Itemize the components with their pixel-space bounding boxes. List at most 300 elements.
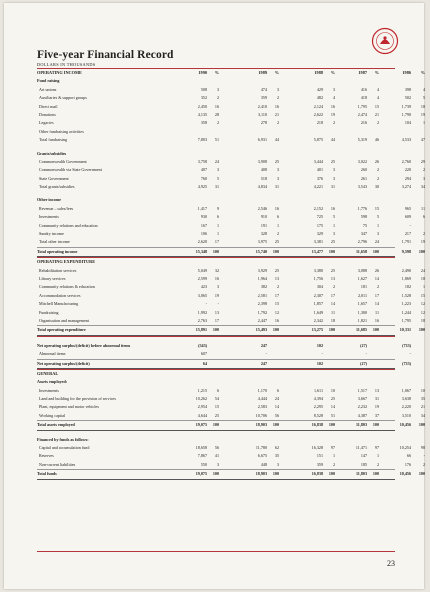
row-value: 15 [374, 205, 379, 211]
row-value: 6 [276, 387, 279, 393]
row-label: Total other income [39, 239, 70, 245]
row-value: 19,075 [195, 471, 207, 477]
table-row [37, 387, 425, 395]
row-label: Fund raising [37, 78, 60, 84]
row-value: 5 [332, 214, 335, 220]
row-value: (733) [402, 342, 411, 348]
row-value: 474 [260, 86, 267, 92]
row-value: 100 [212, 471, 219, 477]
row-label: Mitchell Manufacturing [39, 301, 79, 307]
row-value: 10,254 [399, 445, 411, 451]
row-value: 17 [374, 292, 379, 298]
column-header: % [330, 70, 335, 75]
row-value: 247 [260, 360, 267, 366]
row-label: Total fundraising [39, 137, 68, 143]
row-value: 2 [276, 231, 279, 237]
row-value: 508 [200, 86, 207, 92]
row-value: 100 [418, 471, 425, 477]
row-value: 2 [376, 284, 379, 290]
row-value: 175 [316, 222, 323, 228]
row-value: 56 [214, 445, 219, 451]
row-value: 1 [332, 222, 335, 228]
row-label: Other income [37, 197, 61, 203]
row-value: 2 [376, 175, 379, 181]
row-value: 16 [214, 103, 219, 109]
row-value: 97 [330, 445, 335, 451]
row-value: 100 [328, 471, 335, 477]
row-value: 2 [216, 95, 219, 101]
column-header: 1989 [258, 70, 267, 75]
row-value: 16 [330, 103, 335, 109]
row-value: 2,474 [357, 111, 367, 117]
table-row [37, 158, 425, 166]
row-value: 3,444 [313, 158, 323, 164]
row-value: 1 [376, 453, 379, 459]
section-header-row [37, 69, 425, 77]
row-value: 2,011 [357, 292, 367, 298]
section-heading: OPERATING EXPENDITURE [37, 259, 96, 265]
row-value: 3 [332, 231, 335, 237]
row-value: 56 [274, 412, 279, 418]
table-row [37, 128, 395, 136]
row-value: 1,857 [313, 301, 323, 307]
row-value: 10 [420, 387, 425, 393]
row-value: 4,533 [401, 137, 411, 143]
row-value: 3 [216, 167, 219, 173]
row-value: 25 [274, 158, 279, 164]
column-header: % [214, 70, 219, 75]
row-value: 1,776 [357, 205, 367, 211]
row-value: 176 [404, 461, 411, 467]
row-value: 12 [420, 301, 425, 307]
row-value: 607 [200, 351, 207, 357]
row-value: 1,223 [401, 301, 411, 307]
row-value: 18,903 [255, 471, 267, 477]
row-label: Community relations & education [39, 284, 95, 290]
row-value: 25 [274, 239, 279, 245]
row-value: 2,342 [313, 317, 323, 323]
row-value: 15 [214, 404, 219, 410]
row-value: 44 [330, 137, 335, 143]
row-value: 1 [376, 222, 379, 228]
row-label: Total funds [37, 471, 57, 477]
row-value: 4,135 [197, 111, 207, 117]
row-value: 17 [330, 292, 335, 298]
row-value: 2,220 [401, 404, 411, 410]
table-row [37, 222, 411, 230]
row-value: 18 [330, 317, 335, 323]
row-label: Net operating surplus/(deficit) [37, 360, 90, 366]
row-value: 31 [274, 184, 279, 190]
row-value: 3 [216, 86, 219, 92]
table-row [37, 196, 395, 204]
row-value: 25 [330, 267, 335, 273]
row-value: 401 [316, 167, 323, 173]
footer-rule [37, 551, 395, 552]
section-heading: GENERAL [37, 370, 59, 376]
table-row [37, 420, 425, 430]
row-value: 347 [360, 231, 367, 237]
row-value: 304 [316, 284, 323, 290]
report-page [4, 3, 424, 589]
row-value: 10,331 [399, 327, 411, 333]
row-value: - [409, 351, 411, 357]
row-value: 12 [420, 309, 425, 315]
table-row [37, 378, 395, 386]
row-value: 16,838 [311, 422, 323, 428]
row-value: 47 [420, 137, 425, 143]
row-value: 14 [274, 404, 279, 410]
row-value: 1,649 [313, 309, 323, 315]
row-value: 16,838 [311, 471, 323, 477]
row-value: 15 [420, 292, 425, 298]
row-value: - [423, 453, 425, 459]
row-value: 46 [374, 137, 379, 143]
row-value: 965 [404, 205, 411, 211]
row-value: 62 [274, 445, 279, 451]
row-value: 35 [274, 453, 279, 459]
row-value: 167 [200, 222, 207, 228]
row-value: 1,417 [197, 205, 207, 211]
row-value: 32 [214, 267, 219, 273]
row-value: 2 [422, 461, 425, 467]
row-value: 3,929 [257, 267, 267, 273]
row-value: 147 [360, 453, 367, 459]
row-value: 10 [330, 387, 335, 393]
row-value: 16,328 [311, 445, 323, 451]
row-value: 1 [332, 453, 335, 459]
row-value: 329 [316, 231, 323, 237]
row-value: 18 [420, 103, 425, 109]
row-value: 26 [374, 158, 379, 164]
table-row [37, 86, 425, 94]
row-value: 64 [202, 360, 207, 366]
row-label: Art unions [39, 86, 57, 92]
row-value: 18 [420, 317, 425, 323]
row-value: 4,644 [197, 412, 207, 418]
row-value: 2,760 [401, 158, 411, 164]
row-label: Commonwealth Government [39, 158, 87, 164]
row-value: 5,875 [313, 137, 323, 143]
row-value: 216 [360, 120, 367, 126]
row-value: - [217, 301, 219, 307]
row-value: 100 [328, 327, 335, 333]
row-value: 16 [374, 317, 379, 323]
row-label: Land and building for the provision of services [39, 396, 116, 402]
row-value: 2 [376, 120, 379, 126]
row-value: 28 [214, 111, 219, 117]
row-value: 100 [418, 422, 425, 428]
row-value: 3 [422, 175, 425, 181]
row-value: 220 [404, 167, 411, 173]
column-header: % [420, 70, 425, 75]
row-value: 1 [216, 231, 219, 237]
row-value: 1,992 [197, 309, 207, 315]
row-value: 3,022 [357, 158, 367, 164]
row-value: 359 [316, 461, 323, 467]
row-value: 14 [374, 275, 379, 281]
row-value: 1,791 [401, 239, 411, 245]
table-row [37, 267, 425, 275]
column-header: 1986 [402, 70, 411, 75]
row-value: 51 [214, 137, 219, 143]
row-value: 2,583 [257, 404, 267, 410]
row-value: 910 [260, 214, 267, 220]
row-value: 11 [331, 309, 335, 315]
row-value: 3 [332, 86, 335, 92]
row-value: 1,528 [401, 292, 411, 298]
row-value: 10,706 [255, 412, 267, 418]
row-value: 423 [200, 284, 207, 290]
row-value: 3,543 [357, 184, 367, 190]
row-label: Investments [39, 214, 59, 220]
row-value: 10,262 [195, 396, 207, 402]
row-value: 191 [260, 222, 267, 228]
row-label: Library services [39, 275, 66, 281]
row-value: 100 [212, 327, 219, 333]
row-value: 407 [200, 167, 207, 173]
table-row [37, 94, 425, 102]
row-value: 14 [330, 404, 335, 410]
table-row [37, 325, 425, 335]
row-value: 2,410 [257, 103, 267, 109]
table-row [37, 213, 425, 221]
row-label: Capital and accumulation fund [39, 445, 90, 451]
row-label: Net operating surplus/(deficit) before abnormal items [37, 342, 131, 348]
row-value: 3,758 [197, 158, 207, 164]
row-value: - [409, 222, 411, 228]
column-header: 1987 [358, 70, 367, 75]
row-value: 100 [372, 471, 379, 477]
row-value: 15,740 [255, 248, 267, 254]
row-label: Organisation and management [39, 317, 89, 323]
column-header: % [274, 70, 279, 75]
row-value: 7,803 [197, 137, 207, 143]
row-label: Donations [39, 111, 56, 117]
table-row [37, 150, 395, 158]
row-value: 29 [420, 158, 425, 164]
row-value: 17 [214, 239, 219, 245]
row-value: 3 [376, 231, 379, 237]
row-value: 1,067 [401, 387, 411, 393]
row-value: 34 [420, 412, 425, 418]
row-value: 1,657 [357, 301, 367, 307]
row-value: 21 [274, 111, 279, 117]
row-value: 3,667 [357, 396, 367, 402]
table-row [37, 403, 425, 411]
table-row [37, 119, 425, 127]
row-value: 294 [404, 175, 411, 181]
row-label: Commonwealth via State Government [39, 167, 102, 173]
table-row [37, 461, 425, 469]
row-value: 2,796 [357, 239, 367, 245]
row-value: 2,581 [257, 292, 267, 298]
row-label: Total operating expenditure [37, 327, 86, 333]
table-row [37, 275, 425, 283]
row-value: 3 [276, 86, 279, 92]
row-value: 3,975 [257, 239, 267, 245]
row-value: 448 [260, 461, 267, 467]
row-value: 3,908 [257, 158, 267, 164]
row-value: 100 [372, 327, 379, 333]
row-value: 13,275 [311, 327, 323, 333]
row-value: 5 [216, 175, 219, 181]
table-row [37, 412, 425, 420]
row-value: 598 [360, 214, 367, 220]
row-value: - [365, 351, 367, 357]
row-value: 6 [216, 214, 219, 220]
section-heading: OPERATING INCOME [37, 70, 82, 75]
table-row [37, 300, 425, 308]
column-header: 1990 [198, 70, 207, 75]
row-value: 100 [418, 327, 425, 333]
row-value: 4 [376, 95, 379, 101]
table-row [37, 469, 425, 479]
row-value: 15,891 [195, 327, 207, 333]
row-value: 13 [374, 387, 379, 393]
row-label: Fundraising [39, 309, 59, 315]
row-value: 13 [274, 275, 279, 281]
row-value: 2,620 [197, 239, 207, 245]
row-value: 16 [274, 205, 279, 211]
row-value: 31 [330, 184, 335, 190]
page-number: 23 [387, 559, 395, 568]
row-value: 1,795 [357, 103, 367, 109]
row-value: 21 [374, 111, 379, 117]
row-value: 11,658 [355, 248, 367, 254]
row-value: 16 [330, 205, 335, 211]
table-row [37, 350, 411, 358]
row-value: 217 [404, 231, 411, 237]
row-value: 14 [330, 301, 335, 307]
row-value: 6,931 [257, 137, 267, 143]
row-value: 2 [422, 231, 425, 237]
row-value: 7,867 [197, 453, 207, 459]
row-value: 37 [374, 412, 379, 418]
row-value: 1,300 [357, 309, 367, 315]
row-label: Reserves [39, 453, 54, 459]
row-label: Other fundraising activities [39, 128, 84, 134]
row-value: 3,638 [401, 396, 411, 402]
row-value: 2,546 [257, 205, 267, 211]
row-value: 10,456 [399, 422, 411, 428]
row-label: Financed by funds as follows: [37, 436, 89, 442]
row-value: 2,124 [313, 103, 323, 109]
row-value: 6 [422, 214, 425, 220]
row-value: 382 [260, 284, 267, 290]
row-value: 3 [276, 461, 279, 467]
row-value: - [205, 301, 207, 307]
row-value: 100 [272, 422, 279, 428]
row-value: 2,622 [313, 111, 323, 117]
row-value: 75 [362, 222, 367, 228]
row-value: 4 [376, 86, 379, 92]
row-value: 518 [260, 175, 267, 181]
row-value: 11,803 [355, 422, 367, 428]
row-value: 15 [374, 103, 379, 109]
row-value: 2,450 [197, 103, 207, 109]
table-row [37, 342, 411, 350]
table-row [37, 103, 425, 111]
row-value: 2,490 [401, 267, 411, 273]
row-value: 3 [276, 175, 279, 181]
row-value: 429 [316, 86, 323, 92]
row-value: 24 [214, 158, 219, 164]
row-value: 1 [216, 222, 219, 228]
row-value: 97 [374, 445, 379, 451]
row-value: 10,456 [399, 471, 411, 477]
page-subtitle: DOLLARS IN THOUSANDS [37, 62, 96, 67]
row-label: Working capital [39, 412, 66, 418]
column-header: % [374, 70, 379, 75]
row-value: 21 [420, 404, 425, 410]
row-value: 2 [422, 167, 425, 173]
row-value: 1,790 [401, 111, 411, 117]
table-row [37, 359, 411, 369]
row-value: 1,739 [401, 103, 411, 109]
row-label: Legacies [39, 120, 54, 126]
row-value: 14 [374, 301, 379, 307]
row-label: State Government [39, 175, 69, 181]
row-value: 13,477 [311, 248, 323, 254]
row-value: 24 [420, 267, 425, 273]
row-value: 1,244 [401, 309, 411, 315]
row-value: 550 [200, 461, 207, 467]
row-value: 100 [328, 422, 335, 428]
row-value: 19 [214, 292, 219, 298]
row-value: 9,598 [401, 248, 411, 254]
table-row [37, 436, 395, 444]
row-value: 151 [316, 453, 323, 459]
row-value: 376 [316, 175, 323, 181]
section-header-row [37, 258, 395, 266]
row-value: 609 [404, 214, 411, 220]
row-value: 98 [420, 445, 425, 451]
row-value: 5,049 [197, 267, 207, 273]
table-row [37, 309, 425, 317]
row-value: 2 [276, 284, 279, 290]
row-value: 24 [374, 239, 379, 245]
row-value: 16 [274, 317, 279, 323]
row-value: 100 [418, 248, 425, 254]
row-label: Total operating income [37, 248, 78, 254]
row-label: Sundry income [39, 231, 64, 237]
table-row [37, 175, 425, 183]
row-value: 16 [214, 275, 219, 281]
table-row [37, 77, 395, 85]
row-value: 502 [404, 95, 411, 101]
table-row [37, 183, 425, 191]
row-value: 35 [420, 396, 425, 402]
row-value: 1 [276, 222, 279, 228]
row-value: 19 [374, 404, 379, 410]
row-value: 2 [376, 167, 379, 173]
row-value: 4,834 [257, 184, 267, 190]
row-value: 100 [272, 248, 279, 254]
row-value: 1,869 [401, 275, 411, 281]
row-label: Assets employed: [37, 379, 68, 385]
row-value: 31 [214, 184, 219, 190]
row-value: 26 [374, 267, 379, 273]
row-value: 100 [272, 471, 279, 477]
row-value: - [265, 351, 267, 357]
row-value: 416 [360, 86, 367, 92]
row-value: 3 [276, 167, 279, 173]
row-value: 104 [404, 120, 411, 126]
seal-logo-icon [371, 27, 399, 55]
row-value: 19 [420, 239, 425, 245]
row-label: Non-current liabilities [39, 461, 76, 467]
